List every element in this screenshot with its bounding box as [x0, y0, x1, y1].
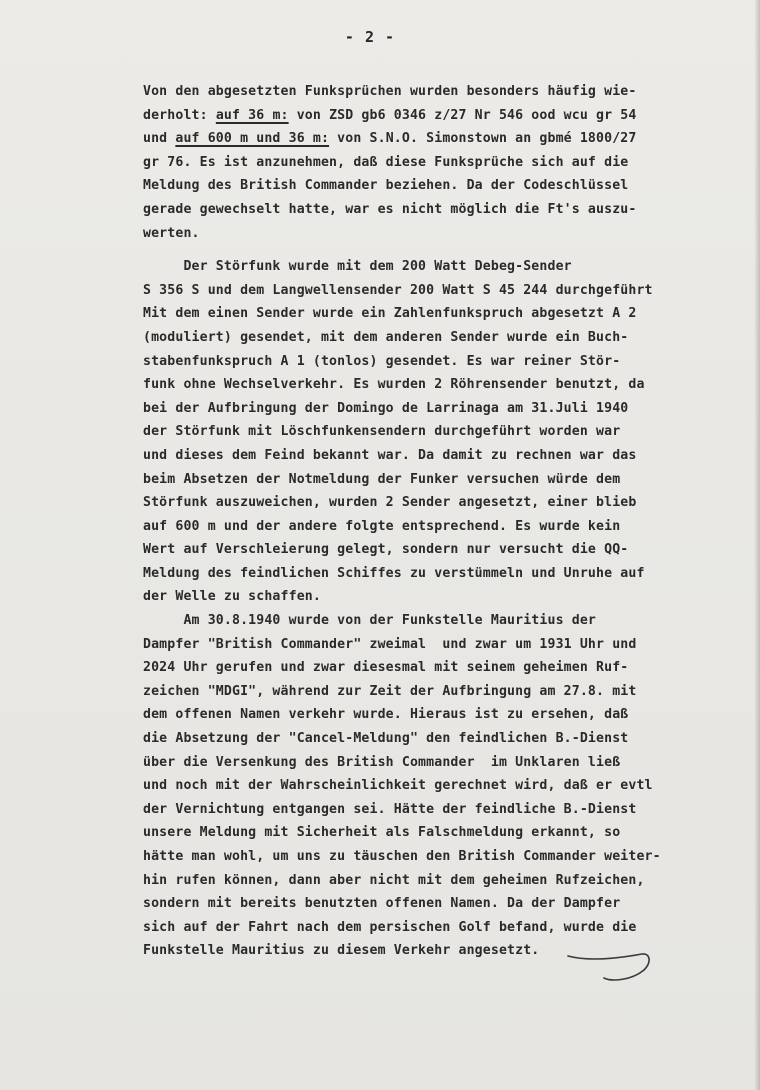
text-line: 2024 Uhr gerufen und zwar diesesmal mit seinem geheimen Ruf- — [143, 660, 629, 676]
text-line: Funkstelle Mauritius zu diesem Verkehr angesetzt. — [143, 943, 540, 959]
text-line: die Absetzung der "Cancel-Meldung" den feindlichen B.-Dienst — [143, 731, 629, 747]
text-line — [143, 127, 748, 151]
text-fragment: und — [143, 131, 176, 147]
text-line — [143, 104, 748, 128]
text-line: gerade gewechselt hatte, war es nicht möglich die Ft's auszu- — [143, 201, 637, 217]
text-fragment: derholt: — [143, 107, 216, 123]
text-line: stabenfunkspruch A 1 (tonlos) gesendet. Es war reiner Stör- — [143, 353, 621, 369]
text-line: (moduliert) gesendet, mit dem anderen Sender wurde ein Buch- — [143, 329, 629, 345]
text-line: der Vernichtung entgangen sei. Hätte der feindliche B.-Dienst — [143, 801, 637, 817]
text-line: Meldung des feindlichen Schiffes zu verstümmeln und Unruhe auf — [143, 565, 645, 581]
text-line: Mit dem einen Sender wurde ein Zahlenfunkspruch abgesetzt A 2 — [143, 306, 637, 322]
text-line: sondern mit bereits benutzten offenen Namen. Da der Dampfer — [143, 896, 621, 912]
text-line: hin rufen können, dann aber nicht mit dem geheimen Rufzeichen, — [143, 872, 645, 888]
text-line: bei der Aufbringung der Domingo de Larrinaga am 31.Juli 1940 — [143, 400, 629, 416]
text-line: der Welle zu schaffen. — [143, 589, 321, 605]
text-fragment: von ZSD gb6 0346 z/27 Nr 546 ood wcu gr 54 — [288, 107, 637, 123]
text-line: funk ohne Wechselverkehr. Es wurden 2 Röhrensender benutzt, da — [143, 377, 645, 393]
paragraph-2 — [143, 255, 748, 609]
paragraph-gap — [143, 245, 748, 255]
text-line: über die Versenkung des British Commander im Unklaren ließ — [143, 754, 621, 770]
text-line: beim Absetzen der Notmeldung der Funker versuchen würde dem — [143, 471, 621, 487]
text-line: und dieses dem Feind bekannt war. Da damit zu rechnen war das — [143, 447, 637, 463]
text-line: gr 76. Es ist anzunehmen, daß diese Funksprüche sich auf die — [143, 154, 629, 170]
text-line: Von den abgesetzten Funksprüchen wurden besonders häufig wie- — [143, 84, 637, 99]
text-line: Wert auf Verschleierung gelegt, sondern nur versucht die QQ- — [143, 542, 629, 558]
text-fragment: von S.N.O. Simonstown an gbmé 1800/27 — [329, 131, 637, 147]
underlined-text: auf 600 m und 36 m: — [175, 131, 330, 147]
text-line: Meldung des British Commander beziehen. Da der Codeschlüssel — [143, 178, 629, 194]
page-edge-shadow — [754, 0, 760, 1090]
text-line: Störfunk auszuweichen, wurden 2 Sender angesetzt, einer blieb — [143, 495, 637, 511]
text-line: S 356 S und dem Langwellensender 200 Watt S 45 244 durchgeführt — [143, 282, 653, 298]
pen-stroke-mark — [560, 948, 660, 988]
text-line: auf 600 m und der andere folgte entsprechend. Es wurde kein — [143, 518, 621, 534]
page-number: - 2 - — [344, 28, 396, 46]
text-line: sich auf der Fahrt nach dem persischen Golf befand, wurde die — [143, 919, 637, 935]
paragraph-1 — [143, 80, 748, 245]
text-line: zeichen "MDGI", während zur Zeit der Aufbringung am 27.8. mit — [143, 683, 637, 699]
text-line: hätte man wohl, um uns zu täuschen den British Commander weiter- — [143, 849, 661, 864]
document-body — [143, 80, 748, 963]
text-line: Der Störfunk wurde mit dem 200 Watt Debeg-Sender — [143, 259, 572, 275]
underlined-text: auf 36 m: — [215, 107, 289, 123]
text-line: dem offenen Namen verkehr wurde. Hieraus ist zu ersehen, daß — [143, 707, 629, 723]
text-line: Dampfer "British Commander" zweimal und zwar um 1931 Uhr und — [143, 636, 637, 652]
text-line: und noch mit der Wahrscheinlichkeit gerechnet wird, daß er evtl — [143, 778, 653, 794]
paragraph-3 — [143, 609, 748, 963]
text-line: Am 30.8.1940 wurde von der Funkstelle Mauritius der — [143, 613, 597, 629]
text-line: der Störfunk mit Löschfunkensendern durchgeführt worden war — [143, 424, 621, 440]
text-line: werten. — [143, 225, 200, 241]
text-line: unsere Meldung mit Sicherheit als Falschmeldung erkannt, so — [143, 825, 621, 841]
